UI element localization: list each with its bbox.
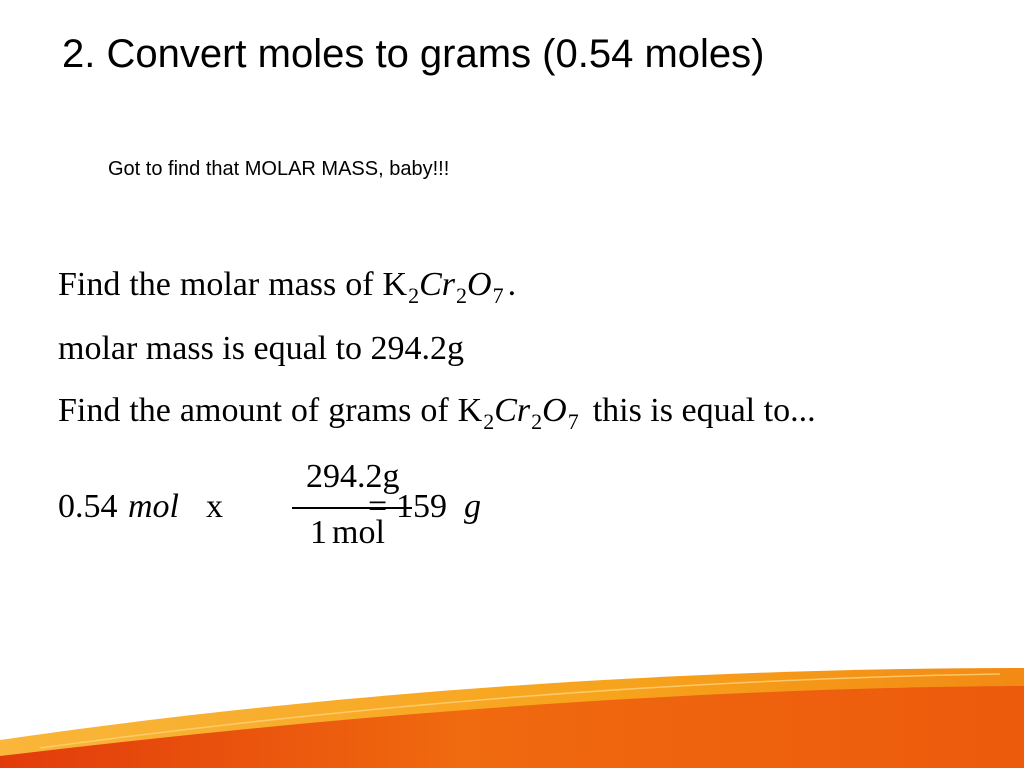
sentence-period: . — [507, 266, 517, 303]
slide-title: 2. Convert moles to grams (0.54 moles) — [62, 32, 765, 76]
word: the — [129, 266, 171, 303]
formula-subscript: 7 — [492, 283, 504, 308]
word: grams — [328, 392, 412, 429]
formula-potassium: K — [457, 392, 483, 429]
word: Find — [58, 392, 121, 429]
fraction-bar — [292, 507, 412, 509]
denominator-value: 1 — [310, 514, 327, 551]
amount-unit: mol — [128, 488, 179, 525]
word: the — [129, 392, 171, 429]
result-unit: g — [464, 488, 481, 525]
formula-subscript: 2 — [483, 409, 495, 434]
word: of — [420, 392, 449, 429]
formula-subscript: 2 — [456, 283, 468, 308]
chemical-formula — [457, 392, 579, 434]
conversion-equation — [58, 458, 578, 558]
word: of — [345, 266, 374, 303]
formula-subscript: 2 — [408, 283, 420, 308]
orange-swoosh-decoration — [0, 640, 1024, 768]
fraction-numerator: 294.2g — [306, 458, 400, 495]
denominator-unit: mol — [332, 514, 385, 551]
formula-oxygen: O — [542, 392, 567, 429]
word: molar — [179, 266, 260, 303]
formula-potassium: K — [382, 266, 408, 303]
formula-subscript: 2 — [531, 409, 543, 434]
slide-subtitle: Got to find that MOLAR MASS, baby!!! — [108, 158, 450, 180]
word: of — [290, 392, 320, 429]
molar-mass-answer: molar mass is equal to 294.2g — [58, 330, 465, 367]
amount-value: 0.54 — [58, 488, 118, 525]
equals-sign: = — [368, 488, 388, 525]
formula-chromium: Cr — [494, 392, 531, 429]
formula-oxygen: O — [467, 266, 492, 303]
word: amount — [179, 392, 282, 429]
chemical-formula — [382, 266, 504, 308]
formula-subscript: 7 — [567, 409, 579, 434]
times-sign: x — [206, 488, 223, 525]
sentence-tail: this is equal to... — [592, 392, 816, 429]
formula-chromium: Cr — [419, 266, 456, 303]
grams-question — [58, 392, 816, 434]
word: mass — [268, 266, 337, 303]
word: Find — [58, 266, 121, 303]
molar-mass-question — [58, 266, 517, 308]
result-value: 159 — [396, 488, 447, 525]
